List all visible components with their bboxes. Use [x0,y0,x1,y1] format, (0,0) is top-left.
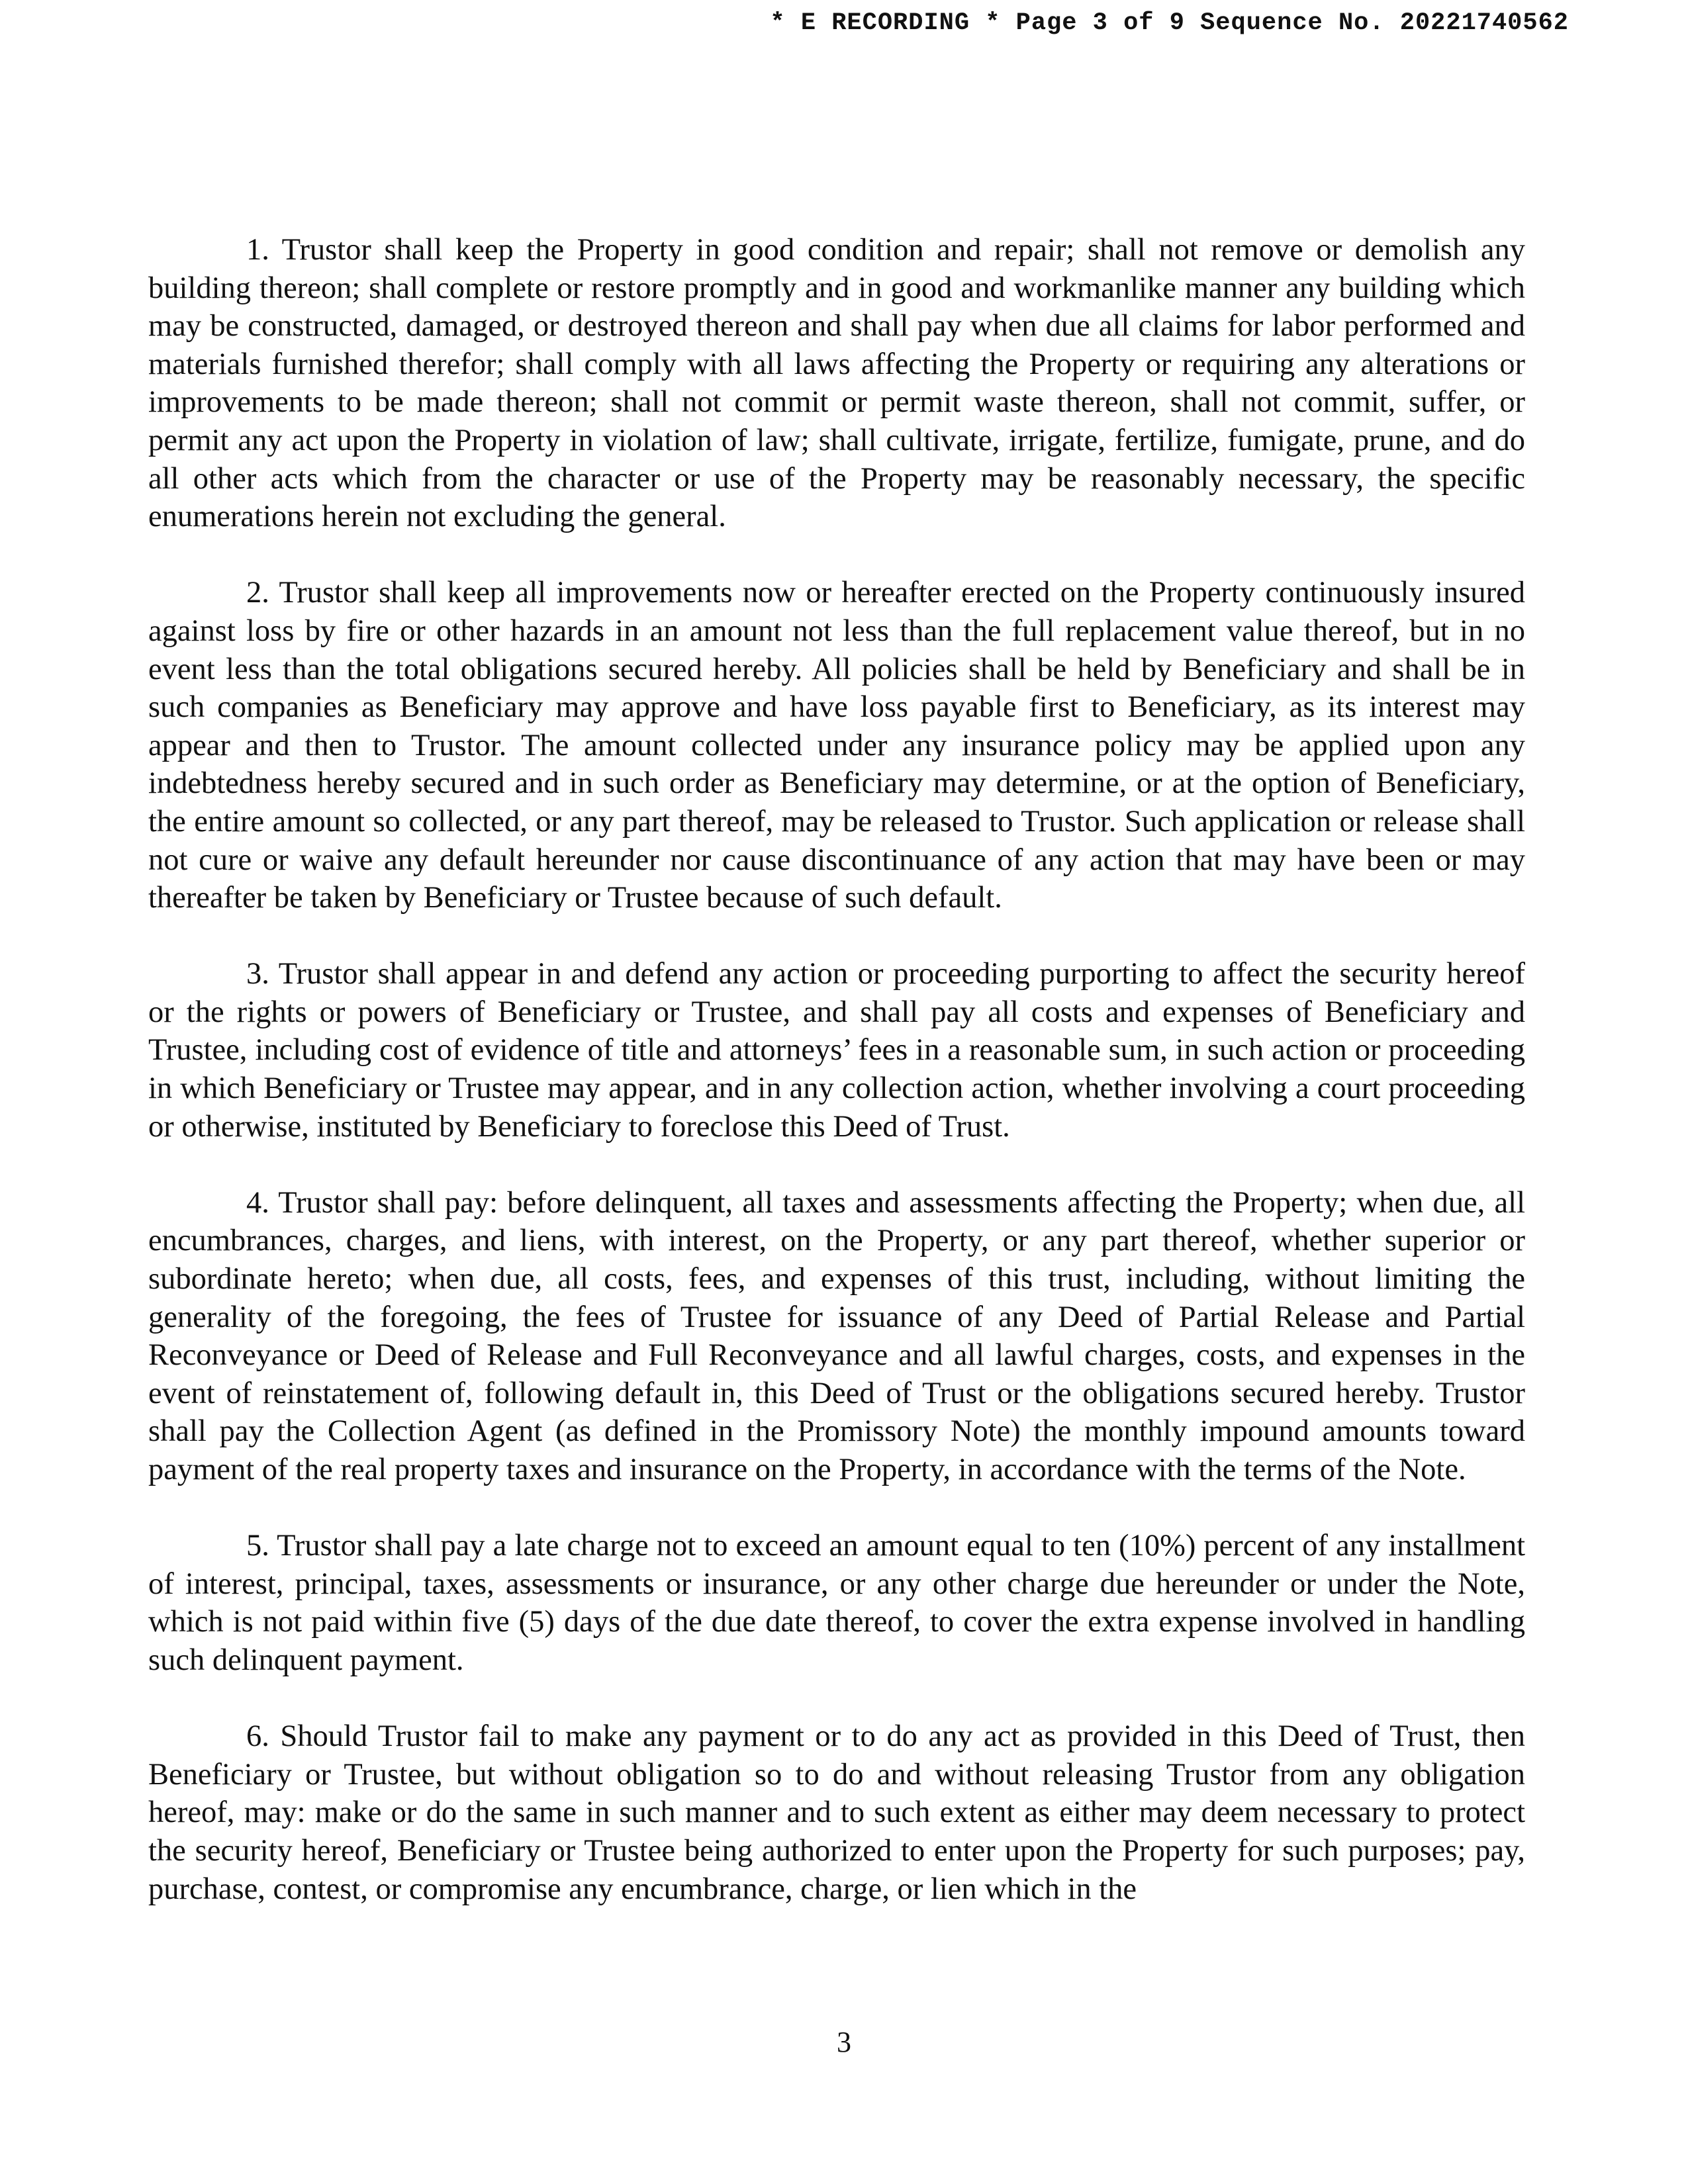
paragraph-6: 6. Should Trustor fail to make any payment or to do any act as provided in this Deed of Trust, then Beneficiary or Trustee, but without obligation so to do and without releasing Trustor from any obligation hereof, may: make or do the same in such manner and to such extent as either may deem necessary to protect the security hereof, Beneficiary or Trustee being authorized to enter upon the Property for such purposes; pay, purchase, contest, or compromise any encumbrance, charge, or lien which in the [148,1719,1525,1906]
paragraph-4: 4. Trustor shall pay: before delinquent, all taxes and assessments affecting the Property; when due, all encumbrances, charges, and liens, with interest, on the Property, or any part thereof, whether superior or subordinate hereto; when due, all costs, fees, and expenses of this trust, including, without limiting the generality of the foregoing, the fees of Trustee for issuance of any Deed of Partial Release and Partial Reconveyance or Deed of Release and Full Reconveyance and all lawful charges, costs, and expenses in the event of reinstatement of, following default in, this Deed of Trust or the obligations secured hereby. Trustor shall pay the Collection Agent (as defined in the Promissory Note) the monthly impound amounts toward payment of the real property taxes and insurance on the Property, in accordance with the terms of the Note. [148,1185,1525,1486]
paragraph-1: 1. Trustor shall keep the Property in good condition and repair; shall not remove or demolish any building thereon; shall complete or restore promptly and in good and workmanlike manner any building which may be constructed, damaged, or destroyed thereon and shall pay when due all claims for labor performed and materials furnished therefor; shall comply with all laws affecting the Property or requiring any alterations or improvements to be made thereon; shall not commit or permit waste thereon, shall not commit, suffer, or permit any act upon the Property in violation of law; shall cultivate, irrigate, fertilize, fumigate, prune, and do all other acts which from the character or use of the Property may be reasonably necessary, the specific enumerations herein not excluding the general. [148,233,1525,534]
document-body [148,231,1525,1908]
paragraph-3: 3. Trustor shall appear in and defend any action or proceeding purporting to affect the security hereof or the rights or powers of Beneficiary or Trustee, and shall pay all costs and expenses of Beneficiary and Trustee, including cost of evidence of title and attorneys’ fees in a reasonable sum, in such action or proceeding in which Beneficiary or Trustee may appear, and in any collection action, whether involving a court proceeding or otherwise, instituted by Beneficiary to foreclose this Deed of Trust. [148,957,1525,1144]
recording-header: * E RECORDING * Page 3 of 9 Sequence No. 20221740562 [770,9,1569,37]
paragraph-2: 2. Trustor shall keep all improvements now or hereafter erected on the Property continuously insured against loss by fire or other hazards in an amount not less than the full replacement value thereof, but in no event less than the total obligations secured hereby. All policies shall be held by Beneficiary and shall be in such companies as Beneficiary may approve and have loss payable first to Beneficiary, as its interest may appear and then to Trustor. The amount collected under any insurance policy may be applied upon any indebtedness hereby secured and in such order as Beneficiary may determine, or at the option of Beneficiary, the entire amount so collected, or any part thereof, may be released to Trustor. Such application or release shall not cure or waive any default hereunder nor cause discontinuance of any action that may have been or may thereafter be taken by Beneficiary or Trustee because of such default. [148,576,1525,915]
paragraph-5: 5. Trustor shall pay a late charge not to exceed an amount equal to ten (10%) percent of any installment of interest, principal, taxes, assessments or insurance, or any other charge due hereunder or under the Note, which is not paid within five (5) days of the due date thereof, to cover the extra expense involved in handling such delinquent payment. [148,1529,1525,1677]
page-number: 3 [837,2026,851,2058]
